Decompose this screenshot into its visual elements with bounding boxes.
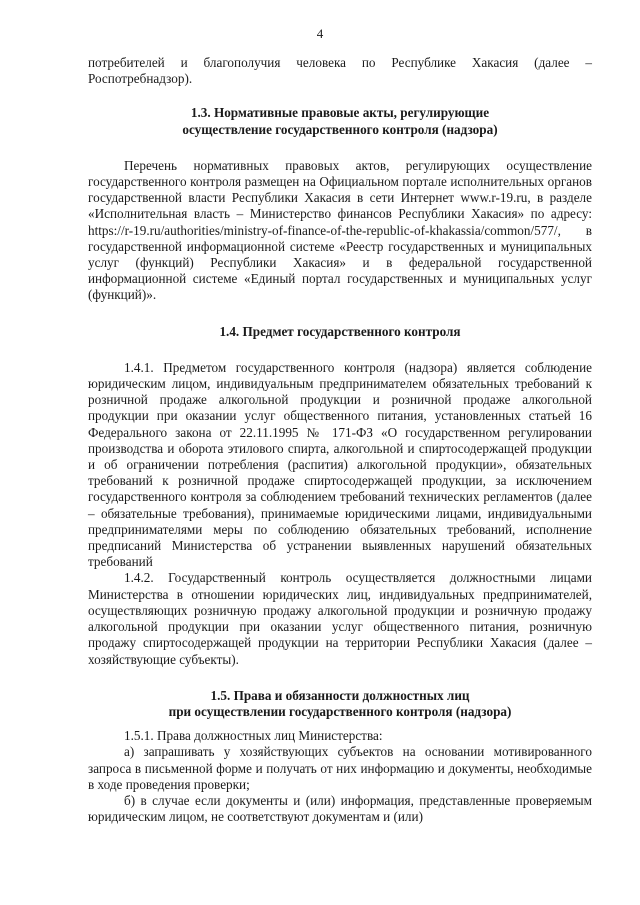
- section-1-5-heading-line2: при осуществлении государственного контроля (надзора): [168, 703, 512, 719]
- section-1-3-heading-line1: 1.3. Нормативные правовые акты, регулирующие: [190, 105, 490, 121]
- section-1-5-item-b: б) в случае если документы и (или) информация, представленные проверяемым юридическим лицом, не соответствуют документам и (или): [88, 792, 592, 825]
- page-number: 4: [316, 26, 324, 41]
- section-1-5-item-a: а) запрашивать у хозяйствующих субъектов на основании мотивированного запроса в письменной форме и получать от них информацию и документы, необходимые в ходе проведения проверки;: [88, 744, 592, 792]
- section-1-5: [88, 688, 592, 826]
- section-1-3-heading-line2: осуществление государственного контроля (надзора): [182, 121, 498, 137]
- section-1-3: [88, 105, 592, 303]
- section-1-5-heading-line1: 1.5. Права и обязанности должностных лиц: [210, 687, 470, 703]
- intro-continuation: потребителей и благополучия человека по Республике Хакасия (далее – Роспотребнадзор).: [88, 55, 592, 87]
- section-1-4-paragraph-1: 1.4.1. Предметом государственного контроля (надзора) является соблюдение юридическим лицом, индивидуальным предпринимателем обязательных требований к розничной продаже алкогольной продукции и розничной продаже алкогольной продукции при оказании услуг общественного питания, установленных статьей 16 Федерального закона от 22.11.1995 № 171-ФЗ «О государственном регулировании производства и оборота этилового спирта, алкогольной и спиртосодержащей продукции и об ограничении потребления (распития) алкогольной продукции», обязательных требований к розничной продаже спиртосодержащей продукции, за исключением государственного контроля за соблюдением требований технических регламентов (далее – обязательные требования), принимаемые юридическими лицами, индивидуальными предпринимателями меры по соблюдению обязательных требований, исполнение предписаний Министерства об устранении выявленных нарушений обязательных требований: [88, 359, 592, 570]
- document-body: [88, 55, 592, 825]
- section-1-4: [88, 324, 592, 668]
- section-1-4-paragraph-2: 1.4.2. Государственный контроль осуществляется должностными лицами Министерства в отношении юридических лиц, индивидуальных предпринимателей, осуществляющих розничную продажу алкогольной продукции и розничную продажу алкогольной продукции при оказании услуг общественного питания, розничную продажу спиртосодержащей продукции на территории Республики Хакасия (далее – хозяйствующие субъекты).: [88, 570, 592, 667]
- section-1-4-heading: 1.4. Предмет государственного контроля: [219, 323, 461, 339]
- section-1-5-paragraph-1: 1.5.1. Права должностных лиц Министерства:: [124, 728, 383, 744]
- section-1-3-paragraph: Перечень нормативных правовых актов, регулирующих осуществление государственного контроля размещен на Официальном портале исполнительных органов государственной власти Республики Хакасия в сети Интернет www.r-19.ru, в разделе «Исполнительная власть – Министерство финансов Республики Хакасия» по адресу: https://r-19.ru/authorities/ministry-of-finance-of-the-republic-of-khakassia/common/577/, в государственной информационной системе «Реестр государственных и муниципальных услуг (функций) Республики Хакасия» и в федеральной государственной информационной системе «Единый портал государственных и муниципальных услуг (функций)».: [88, 157, 592, 303]
